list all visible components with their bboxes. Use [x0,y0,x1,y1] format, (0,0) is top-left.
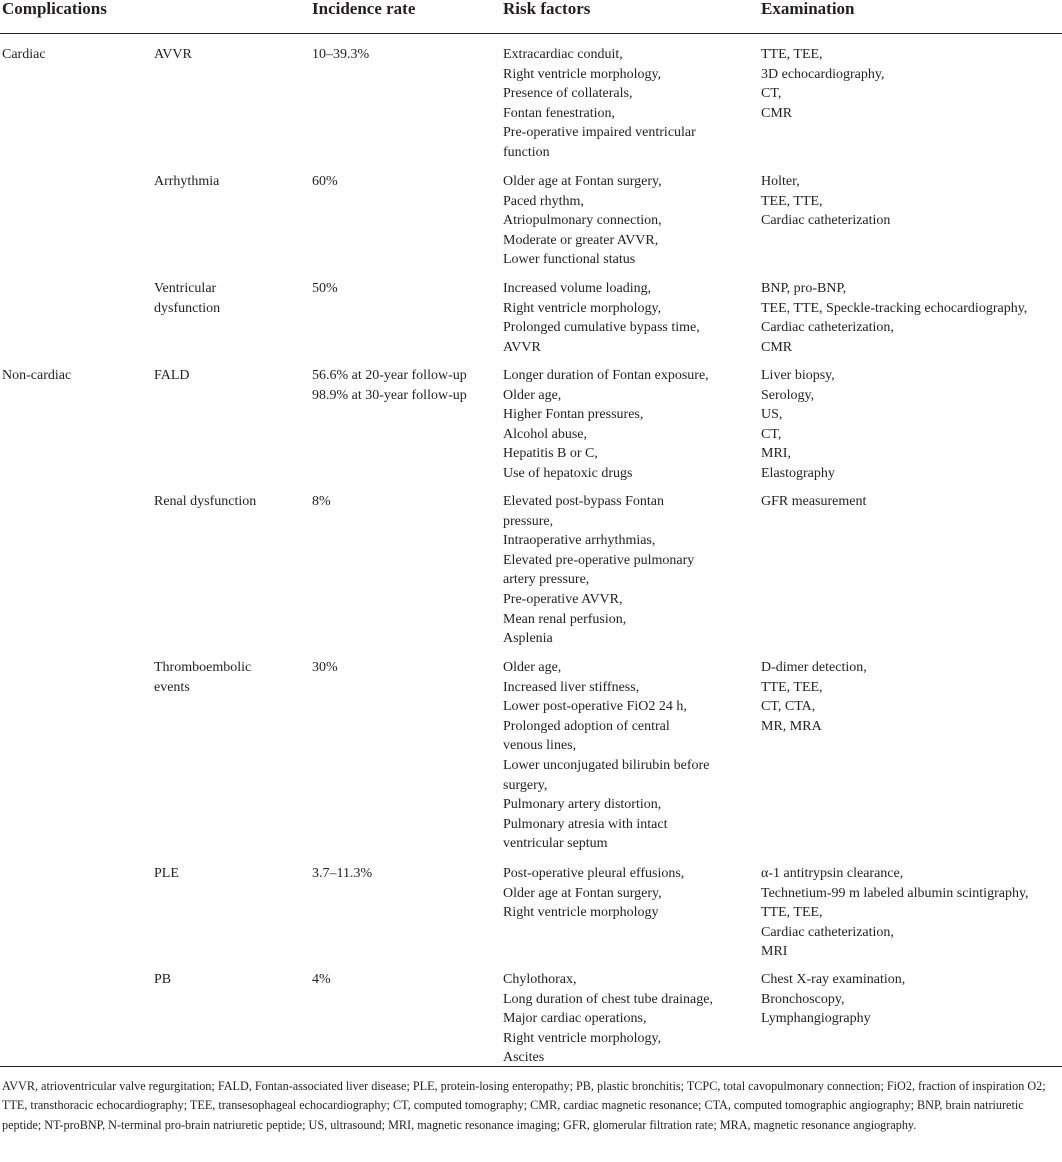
cell-risk-factors [503,492,694,649]
cell-incidence-rate [312,658,338,678]
cell-line: TTE, TEE, [761,905,823,921]
cell-line: Right ventricle morphology, [503,66,662,82]
cell-incidence-rate [312,45,369,65]
cell-line: Right ventricle morphology, [503,300,662,316]
cell-risk-factors [503,45,696,163]
cell-line: 98.9% at 30-year follow-up [312,387,467,403]
cell-line: Paced rhythm, [503,193,584,209]
cell-line: GFR measurement [761,494,867,509]
header-incidence-rate: Incidence rate [312,0,416,18]
header-risk-factors: Risk factors [503,0,591,18]
cell-examination [761,45,884,123]
cell-incidence-rate [312,970,331,990]
table-footnote: AVVR, atrioventricular valve regurgitation; FALD, Fontan-associated liver disease; PLE, protein-losing enteropathy; PB, plastic bronchitis; TCPC, total cavopulmonary connection; FiO2, fraction of inspiration O2; TTE, transthoracic echocardiography; TEE, transesophageal echocardiography; CT, computed tomography; CMR, cardiac magnetic resonance; CTA, computed tomographic angiography; BNP, brain natriuretic peptide; NT-proBNP, N-terminal pro-brain natriuretic peptide; US, ultrasound; MRI, magnetic resonance imaging; GFR, glomerular filtration rate; MRA, magnetic resonance angiography. [2,1079,1046,1132]
cell-line: Major cardiac operations, [503,1011,647,1027]
cell-line: Mean renal perfusion, [503,611,627,627]
cell-line: Holter, [761,174,800,189]
table-bottom-rule [0,1066,1062,1067]
cell-line: venous lines, [503,738,577,754]
cell-line: CMR [761,105,793,121]
cell-line: 30% [312,660,338,675]
cell-line: Hepatitis B or C, [503,446,598,462]
cell-group: Non-cardiac [2,368,72,383]
cell-line: Asplenia [503,631,553,647]
cell-line: Older age, [503,660,562,675]
cell-line: Right ventricle morphology [503,905,659,921]
cell-line: Lower functional status [503,252,636,268]
cell-line: Ascites [503,1050,545,1066]
cell-examination [761,658,867,736]
cell-complication [154,366,190,386]
cell-line: Cardiac catheterization [761,213,891,229]
cell-line: Older age at Fontan surgery, [503,174,662,189]
cell-line: Elevated pre-operative pulmonary [503,552,695,568]
cell-line: Long duration of chest tube drainage, [503,991,713,1007]
cell-line: Intraoperative arrhythmias, [503,533,656,549]
cell-line: 50% [312,281,338,296]
cell-risk-factors [503,970,713,1068]
cell-line: 3D echocardiography, [761,66,885,82]
cell-complication [154,279,220,318]
cell-line: PLE [154,866,179,881]
cell-examination [761,366,835,484]
table-header [0,0,1062,34]
cell-line: Lower post-operative FiO2 24 h, [503,699,687,715]
cell-line: Post-operative pleural effusions, [503,866,685,881]
cell-line: CT, [761,86,782,102]
cell-complication [154,970,171,990]
cell-line: Technetium-99 m labeled albumin scintigraphy, [761,885,1029,901]
cell-line: Pulmonary artery distortion, [503,797,662,813]
cell-line: BNP, pro-BNP, [761,281,847,296]
cell-line: Renal dysfunction [154,494,257,509]
cell-incidence-rate [312,864,372,884]
cell-line: TTE, TEE, [761,679,823,695]
cell-line: Thromboembolic [154,660,252,675]
header-complications: Complications [2,0,107,18]
cell-examination [761,864,1029,962]
cell-line: Pulmonary atresia with intact [503,816,668,832]
cell-line: 10–39.3% [312,47,370,62]
cell-line: Lymphangiography [761,1011,871,1027]
cell-line: Atriopulmonary connection, [503,213,662,229]
cell-complication [154,172,219,192]
cell-line: Cardiac catheterization, [761,924,894,940]
cell-line: Increased volume loading, [503,281,652,296]
header-examination: Examination [761,0,855,18]
cell-examination [761,970,905,1029]
cell-line: Extracardiac conduit, [503,47,623,62]
cell-line: TEE, TTE, Speckle-tracking echocardiography, [761,300,1028,316]
cell-line: dysfunction [154,300,221,316]
cell-line: Serology, [761,387,815,403]
cell-line: surgery, [503,777,548,793]
cell-line: Elastography [761,465,835,481]
cell-line: artery pressure, [503,572,590,588]
cell-line: Right ventricle morphology, [503,1030,662,1046]
cell-examination [761,492,866,512]
cell-line: CMR [761,339,793,355]
cell-line: Arrhythmia [154,174,220,189]
cell-line: Prolonged adoption of central [503,718,670,734]
cell-line: Pre-operative AVVR, [503,591,623,607]
cell-risk-factors [503,279,700,357]
cell-line: function [503,144,550,160]
cell-line: TTE, TEE, [761,47,823,62]
cell-risk-factors [503,366,709,484]
cell-examination [761,172,890,231]
cell-line: Higher Fontan pressures, [503,407,644,423]
cell-complication [154,864,179,884]
cell-line: AVVR [503,339,541,355]
cell-complication [154,45,192,65]
cell-incidence-rate [312,492,331,512]
cell-risk-factors [503,658,709,854]
cell-line: MR, MRA [761,718,822,734]
cell-line: Pre-operative impaired ventricular [503,125,696,141]
cell-line: Presence of collaterals, [503,86,633,102]
cell-line: Older age at Fontan surgery, [503,885,662,901]
cell-line: AVVR [154,47,192,62]
cell-group: Cardiac [2,47,46,62]
cell-examination [761,279,1027,357]
cell-line: Lower unconjugated bilirubin before [503,757,710,773]
cell-line: Alcohol abuse, [503,426,587,442]
cell-line: Cardiac catheterization, [761,320,894,336]
cell-line: MRI [761,944,788,960]
cell-line: MRI, [761,446,791,462]
cell-complication [154,658,251,697]
cell-complication [154,492,256,512]
cell-line: 60% [312,174,338,189]
cell-line: PB [154,972,172,987]
cell-line: Fontan fenestration, [503,105,615,121]
cell-line: TEE, TTE, [761,193,823,209]
cell-line: 4% [312,972,331,987]
cell-line: Chylothorax, [503,972,577,987]
cell-incidence-rate [312,366,467,405]
cell-line: pressure, [503,513,554,529]
cell-risk-factors [503,172,662,270]
cell-line: 56.6% at 20-year follow-up [312,368,467,383]
cell-line: ventricular septum [503,836,608,852]
cell-risk-factors [503,864,684,923]
cell-line: Liver biopsy, [761,368,835,383]
cell-line: D-dimer detection, [761,660,867,675]
cell-line: Ventricular [154,281,217,296]
cell-line: FALD [154,368,190,383]
cell-line: Elevated post-bypass Fontan [503,494,664,509]
cell-line: Prolonged cumulative bypass time, [503,320,700,336]
cell-line: 8% [312,494,331,509]
cell-line: Moderate or greater AVVR, [503,232,659,248]
cell-line: Use of hepatoxic drugs [503,465,633,481]
cell-line: Longer duration of Fontan exposure, [503,368,709,383]
cell-line: Chest X-ray examination, [761,972,906,987]
cell-line: CT, CTA, [761,699,816,715]
cell-line: Bronchoscopy, [761,991,845,1007]
cell-line: α-1 antitrypsin clearance, [761,866,904,881]
cell-line: 3.7–11.3% [312,866,373,881]
cell-line: Increased liver stiffness, [503,679,640,695]
cell-incidence-rate [312,279,338,299]
cell-incidence-rate [312,172,338,192]
cell-line: CT, [761,426,782,442]
cell-line: US, [761,407,783,423]
cell-line: Older age, [503,387,562,403]
cell-line: events [154,679,190,695]
